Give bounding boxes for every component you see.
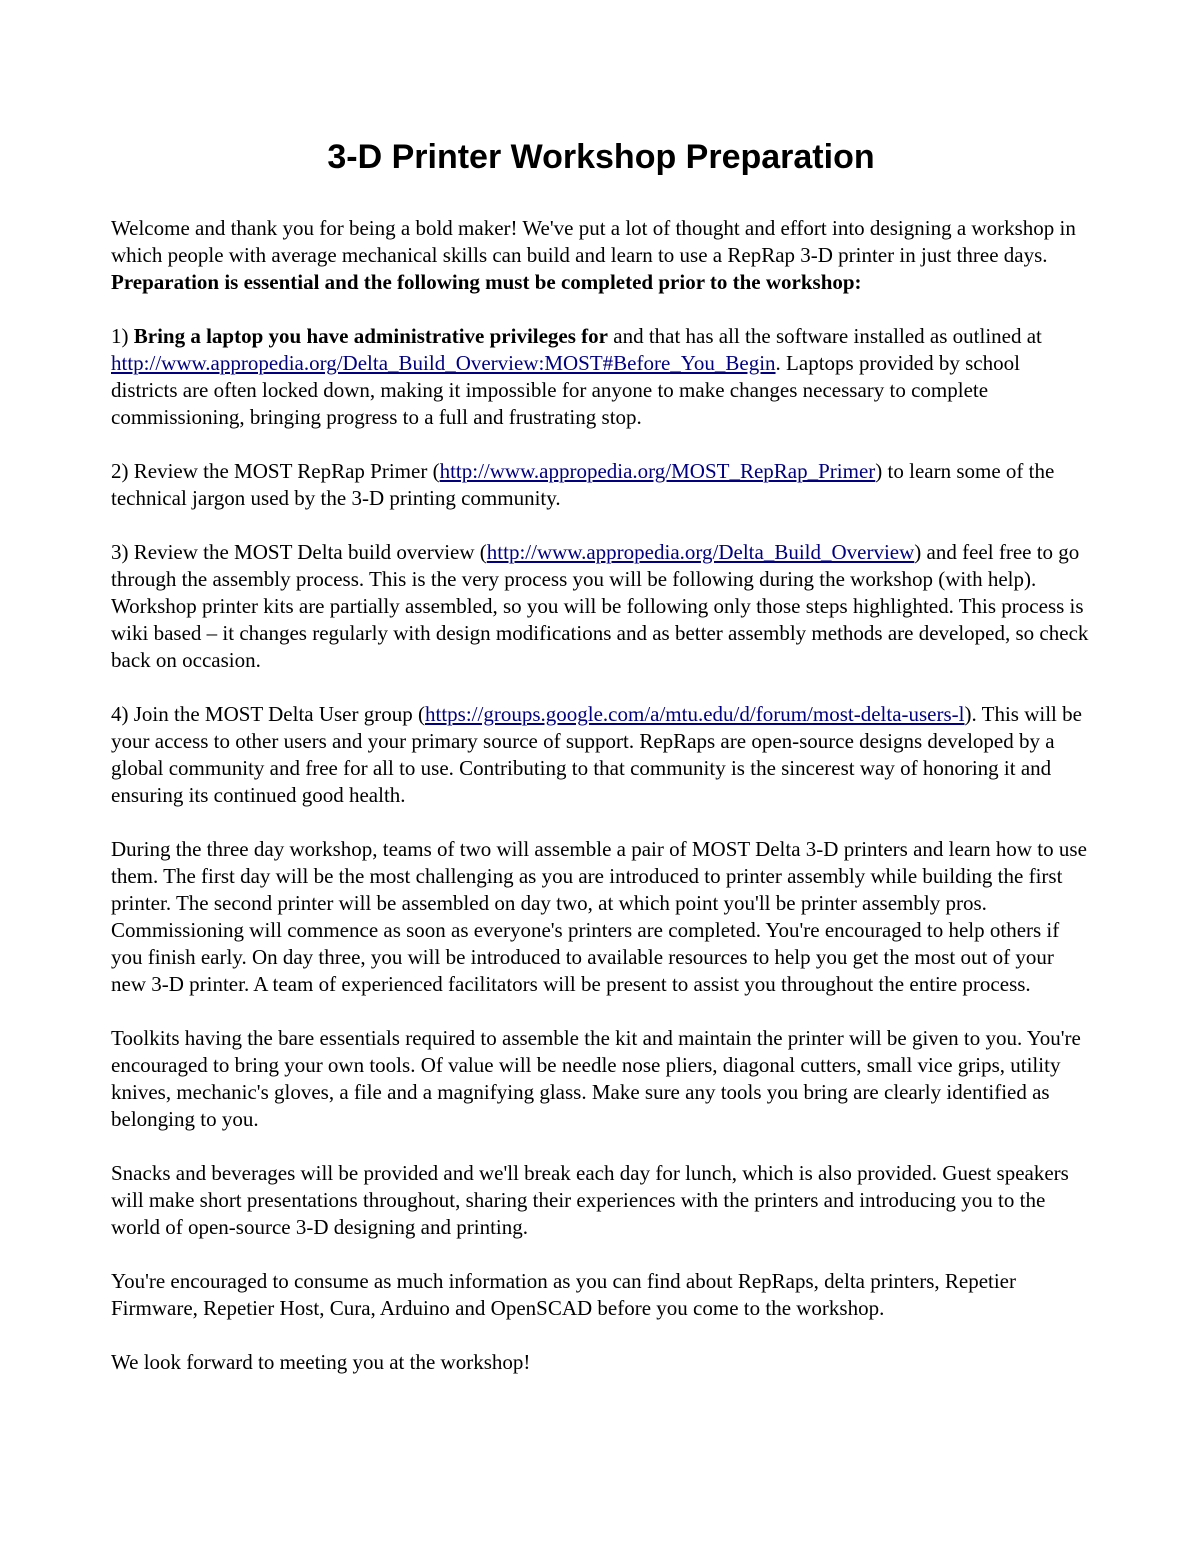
snacks-paragraph: Snacks and beverages will be provided and we'll break each day for lunch, which is also provided. Guest speakers will make short presentations throughout, sharing their experiences with the printers and introducing you to the world of open-source 3-D designing and printing. [111,1161,1069,1239]
delta-build-overview-link[interactable]: http://www.appropedia.org/Delta_Build_Overview [486,540,915,564]
item-1-paragraph [111,323,1091,431]
item-4-text-a: 4) Join the MOST Delta User group ( [111,702,425,726]
before-you-begin-link[interactable]: http://www.appropedia.org/Delta_Build_Overview:MOST#Before_You_Begin [111,351,776,375]
reprap-primer-link[interactable]: http://www.appropedia.org/MOST_RepRap_Primer [439,459,876,483]
item-4-paragraph [111,701,1091,809]
item-1-text-b: . Laptops provided by school districts are often locked down, making it impossible for anyone to make changes necessary to complete commissioning, bringing progress to a full and frustrating stop. [111,351,1020,429]
item-3-text-a: 3) Review the MOST Delta build overview ( [111,540,487,564]
item-2-text-a: 2) Review the MOST RepRap Primer ( [111,459,440,483]
item-2-paragraph [111,458,1091,512]
document-page [111,0,1091,1403]
intro-paragraph [111,215,1091,296]
tools-paragraph: Toolkits having the bare essentials required to assemble the kit and maintain the printer will be given to you. You're encouraged to bring your own tools. Of value will be needle nose pliers, diagonal cutters, small vice grips, utility knives, mechanic's gloves, a file and a magnifying glass. Make sure any tools you bring are clearly identified as belonging to you. [111,1026,1081,1131]
consume-paragraph: You're encouraged to consume as much information as you can find about RepRaps, delta printers, Repetier Firmware, Repetier Host, Cura, Arduino and OpenSCAD before you come to the workshop. [111,1269,1016,1320]
item-1-emphasis: Bring a laptop you have administrative privileges for [133,324,608,348]
page-title: 3-D Printer Workshop Preparation [327,138,875,176]
intro-emphasis: Preparation is essential and the following must be completed prior to the workshop: [111,270,862,294]
item-3-text-b: ) and feel free to go through the assembly process. This is the very process you will be following during the workshop (with help). Workshop printer kits are partially assembled, so you will be following only those steps highlighted. This process is wiki based – it changes regularly with design modifications and as better assembly methods are developed, so check back on occasion. [111,540,1089,672]
intro-text: Welcome and thank you for being a bold maker! We've put a lot of thought and effort into designing a workshop in which people with average mechanical skills can build and learn to use a RepRap 3-D printer in just three days. [111,216,1076,267]
item-1-text-a: and that has all the software installed as outlined at [608,324,1042,348]
closing-paragraph: We look forward to meeting you at the workshop! [111,1350,531,1374]
item-1-prefix: 1) [111,324,134,348]
item-4-text-b: ). This will be your access to other users and your primary source of support. RepRaps are open-source designs developed by a global community and free for all to use. Contributing to that community is the sincerest way of honoring it and ensuring its continued good health. [111,702,1082,807]
user-group-link[interactable]: https://groups.google.com/a/mtu.edu/d/forum/most-delta-users-l [425,702,965,726]
item-2-text-b: ) to learn some of the technical jargon used by the 3-D printing community. [111,459,1055,510]
workshop-paragraph: During the three day workshop, teams of two will assemble a pair of MOST Delta 3-D printers and learn how to use them. The first day will be the most challenging as you are introduced to printer assembly while building the first printer. The second printer will be assembled on day two, at which point you'll be printer assembly pros. Commissioning will commence as soon as everyone's printers are completed. You're encouraged to help others if you finish early. On day three, you will be introduced to available resources to help you get the most out of your new 3-D printer. A team of experienced facilitators will be present to assist you throughout the entire process. [111,837,1087,996]
item-3-paragraph [111,539,1091,674]
